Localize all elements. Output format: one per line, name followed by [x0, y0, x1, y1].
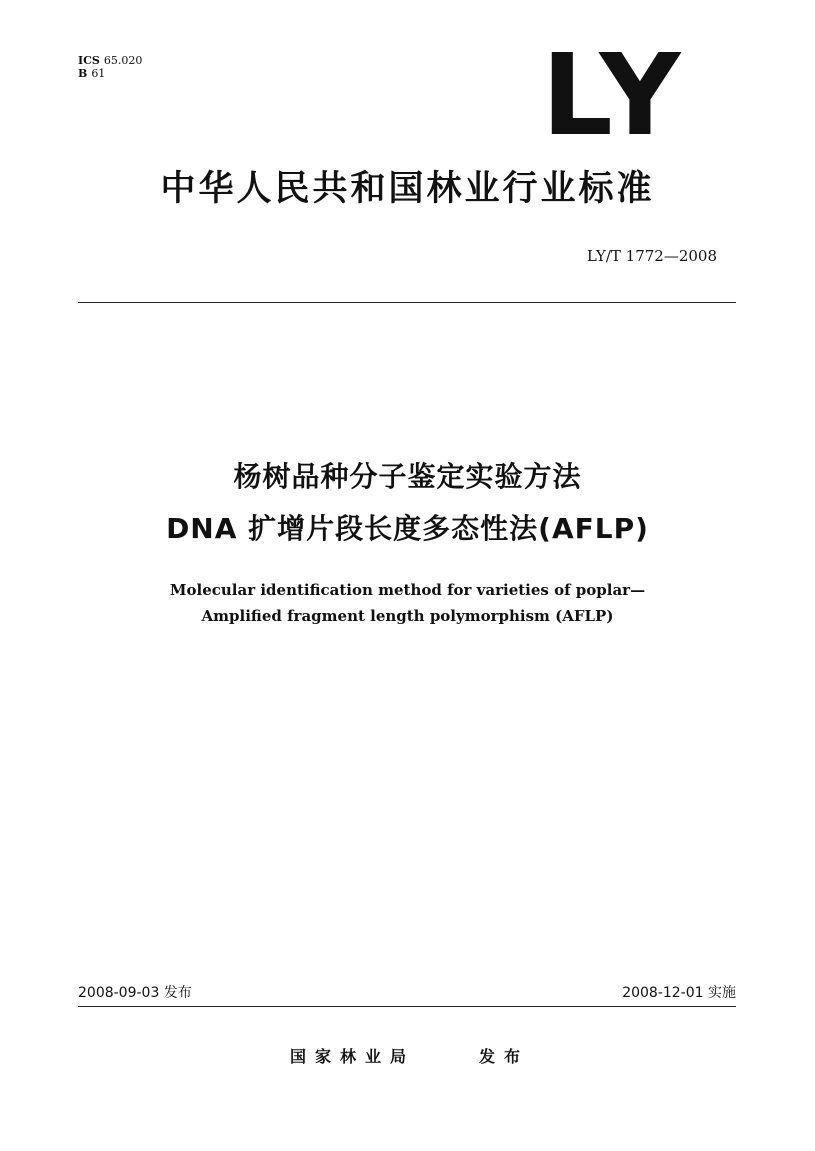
ccs-value: 61 — [91, 67, 106, 80]
ics-value: 65.020 — [103, 54, 143, 67]
issuer-action: 发布 — [479, 1047, 530, 1066]
document-title-zh-line2: DNA 扩增片段长度多态性法(AFLP) — [166, 512, 649, 545]
document-title-en-line2: Amplified fragment length polymorphism (AFLP) — [201, 607, 614, 625]
ics-label: ICS — [78, 54, 100, 67]
document-title-zh-line1: 杨树品种分子鉴定实验方法 — [233, 460, 582, 493]
issue-date: 2008-09-03 发布 — [78, 985, 192, 1001]
document-title-en-line1: Molecular identification method for varieties of poplar— — [169, 581, 646, 599]
header-divider — [78, 302, 736, 303]
ccs-label: B — [78, 67, 88, 80]
implementation-date: 2008-12-01 实施 — [622, 985, 736, 1001]
ly-logo: LY — [541, 31, 685, 161]
standard-number: LY/T 1772—2008 — [586, 247, 717, 265]
classification-codes — [78, 54, 142, 80]
standard-title: 中华人民共和国林业行业标准 — [160, 169, 655, 209]
issuer-name: 国家林业局 — [290, 1047, 416, 1066]
footer-divider — [78, 1006, 736, 1007]
